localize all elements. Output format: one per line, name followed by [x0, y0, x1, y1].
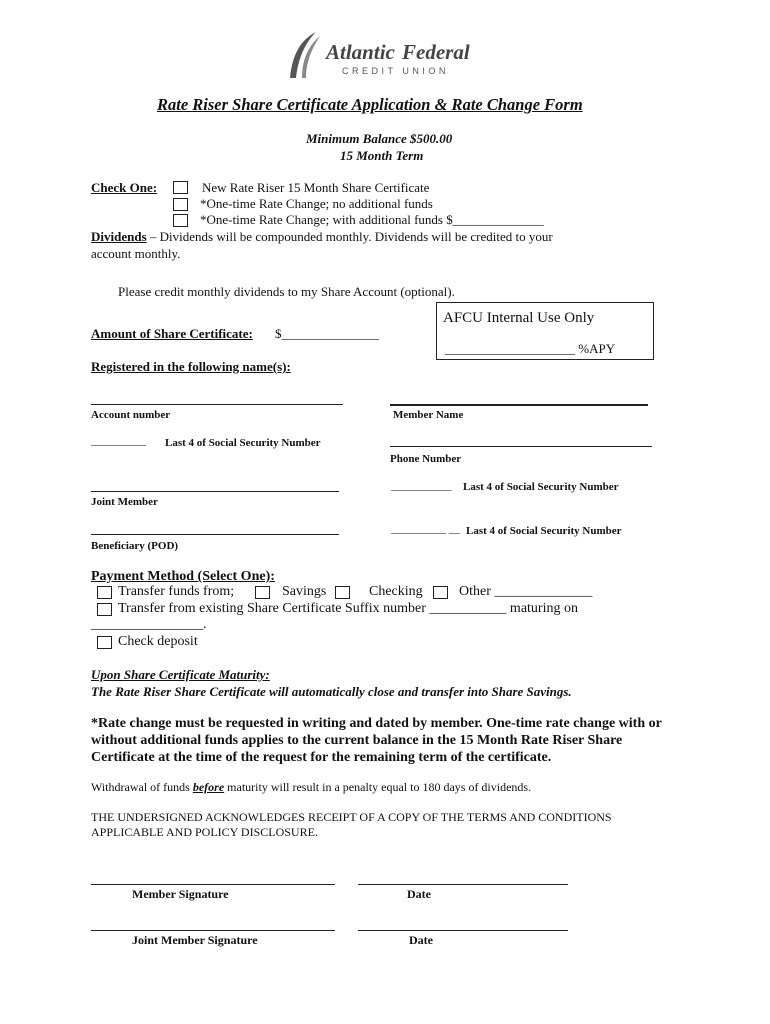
beneficiary-label: Beneficiary (POD) — [91, 540, 179, 552]
withdrawal-before: Withdrawal of funds — [91, 780, 193, 794]
dividends-line1: – Dividends will be compounded monthly. Dividends will be credited to your — [146, 229, 553, 244]
checkbox-rate-change-with-funds[interactable] — [173, 214, 188, 227]
acknowledge-1: THE UNDERSIGNED ACKNOWLEDGES RECEIPT OF A COPY OF THE TERMS AND CONDITIONS — [91, 810, 612, 824]
amount-label: Amount of Share Certificate: — [91, 326, 253, 341]
term: 15 Month Term — [340, 148, 424, 163]
option-rate-change-no-funds: *One-time Rate Change; no additional funds — [200, 196, 433, 211]
page-title: Rate Riser Share Certificate Application & Rate Change Form — [157, 95, 583, 114]
payment-method-label: Payment Method (Select One): — [91, 569, 275, 584]
logo — [286, 30, 486, 80]
credit-note: Please credit monthly dividends to my Share Account (optional). — [118, 284, 455, 299]
account-number-label: Account number — [91, 409, 171, 421]
joint-signature-label: Joint Member Signature — [132, 933, 258, 947]
checkbox-transfer-existing[interactable] — [97, 603, 112, 616]
checkbox-check-deposit[interactable] — [97, 636, 112, 649]
checking-label: Checking — [369, 584, 423, 599]
logo-name-2: Federal — [402, 40, 470, 64]
maturity-heading: Upon Share Certificate Maturity: — [91, 667, 270, 682]
maturity-text: The Rate Riser Share Certificate will automatically close and transfer into Share Savings. — [91, 684, 572, 699]
member-signature-line[interactable] — [91, 884, 335, 885]
checkbox-other[interactable] — [433, 586, 448, 599]
dividends-line2: account monthly. — [91, 246, 181, 261]
min-balance: Minimum Balance $500.00 — [306, 131, 453, 146]
dividends-label: Dividends — [91, 229, 147, 244]
member-signature-label: Member Signature — [132, 887, 229, 901]
transfer-existing-label: Transfer from existing Share Certificate Suffix number ___________ maturing on — [118, 601, 578, 616]
ssn-blank-3[interactable]: __________ __ — [391, 523, 460, 535]
option-rate-change-with-funds: *One-time Rate Change; with additional funds $______________ — [200, 212, 544, 227]
internal-use-box — [436, 302, 654, 360]
internal-use-title: AFCU Internal Use Only — [443, 310, 595, 326]
account-number-line[interactable] — [91, 404, 343, 405]
phone-number-line[interactable] — [390, 446, 652, 447]
joint-signature-line[interactable] — [91, 930, 335, 931]
logo-swoosh-icon — [286, 30, 326, 80]
savings-label: Savings — [282, 584, 327, 599]
date2-line[interactable] — [358, 930, 568, 931]
acknowledge-2: APPLICABLE AND POLICY DISCLOSURE. — [91, 825, 318, 839]
checkbox-new-certificate[interactable] — [173, 181, 188, 194]
checkbox-transfer-funds[interactable] — [97, 586, 112, 599]
withdrawal-emph: before — [192, 780, 225, 794]
rate-change-note-2: without additional funds applies to the current balance in the 15 Month Rate Riser Share — [91, 733, 623, 748]
rate-change-note-1: *Rate change must be requested in writing and dated by member. One-time rate change with or — [91, 716, 662, 731]
registered-label: Registered in the following name(s): — [91, 359, 291, 374]
date1-label: Date — [407, 887, 431, 901]
joint-member-line[interactable] — [91, 491, 339, 492]
other-label: Other ______________ — [459, 584, 593, 599]
check-one-label: Check One: — [91, 180, 158, 195]
ssn-label-2: Last 4 of Social Security Number — [463, 481, 619, 493]
transfer-funds-label: Transfer funds from; — [118, 584, 235, 599]
checkbox-rate-change-no-funds[interactable] — [173, 198, 188, 211]
member-name-label: Member Name — [393, 409, 464, 421]
apy-field[interactable]: ____________________ %APY — [445, 341, 616, 356]
phone-number-label: Phone Number — [390, 453, 462, 465]
date2-label: Date — [409, 933, 433, 947]
member-name-line[interactable] — [390, 404, 648, 406]
withdrawal-text — [91, 780, 531, 795]
withdrawal-after: maturity will result in a penalty equal to 180 days of dividends. — [224, 780, 532, 794]
logo-tagline: CREDIT UNION — [342, 66, 449, 76]
option-new-certificate: New Rate Riser 15 Month Share Certificate — [202, 180, 430, 195]
ssn-blank-2[interactable]: ___________ — [391, 480, 452, 492]
date1-line[interactable] — [358, 884, 568, 885]
joint-member-label: Joint Member — [91, 496, 158, 508]
checkbox-savings[interactable] — [255, 586, 270, 599]
ssn-label: Last 4 of Social Security Number — [165, 437, 321, 449]
ssn-label-3: Last 4 of Social Security Number — [466, 525, 622, 537]
maturing-blank[interactable]: ________________. — [91, 617, 207, 632]
rate-change-note-3: Certificate at the time of the request for the remaining term of the certificate. — [91, 750, 552, 765]
amount-field[interactable]: $_______________ — [275, 326, 379, 341]
check-deposit-label: Check deposit — [118, 634, 198, 649]
checkbox-checking[interactable] — [335, 586, 350, 599]
ssn-blank[interactable]: __________ — [91, 435, 146, 447]
logo-name-1: Atlantic — [326, 40, 395, 64]
dividends-text — [91, 229, 553, 245]
beneficiary-line[interactable] — [91, 534, 339, 535]
